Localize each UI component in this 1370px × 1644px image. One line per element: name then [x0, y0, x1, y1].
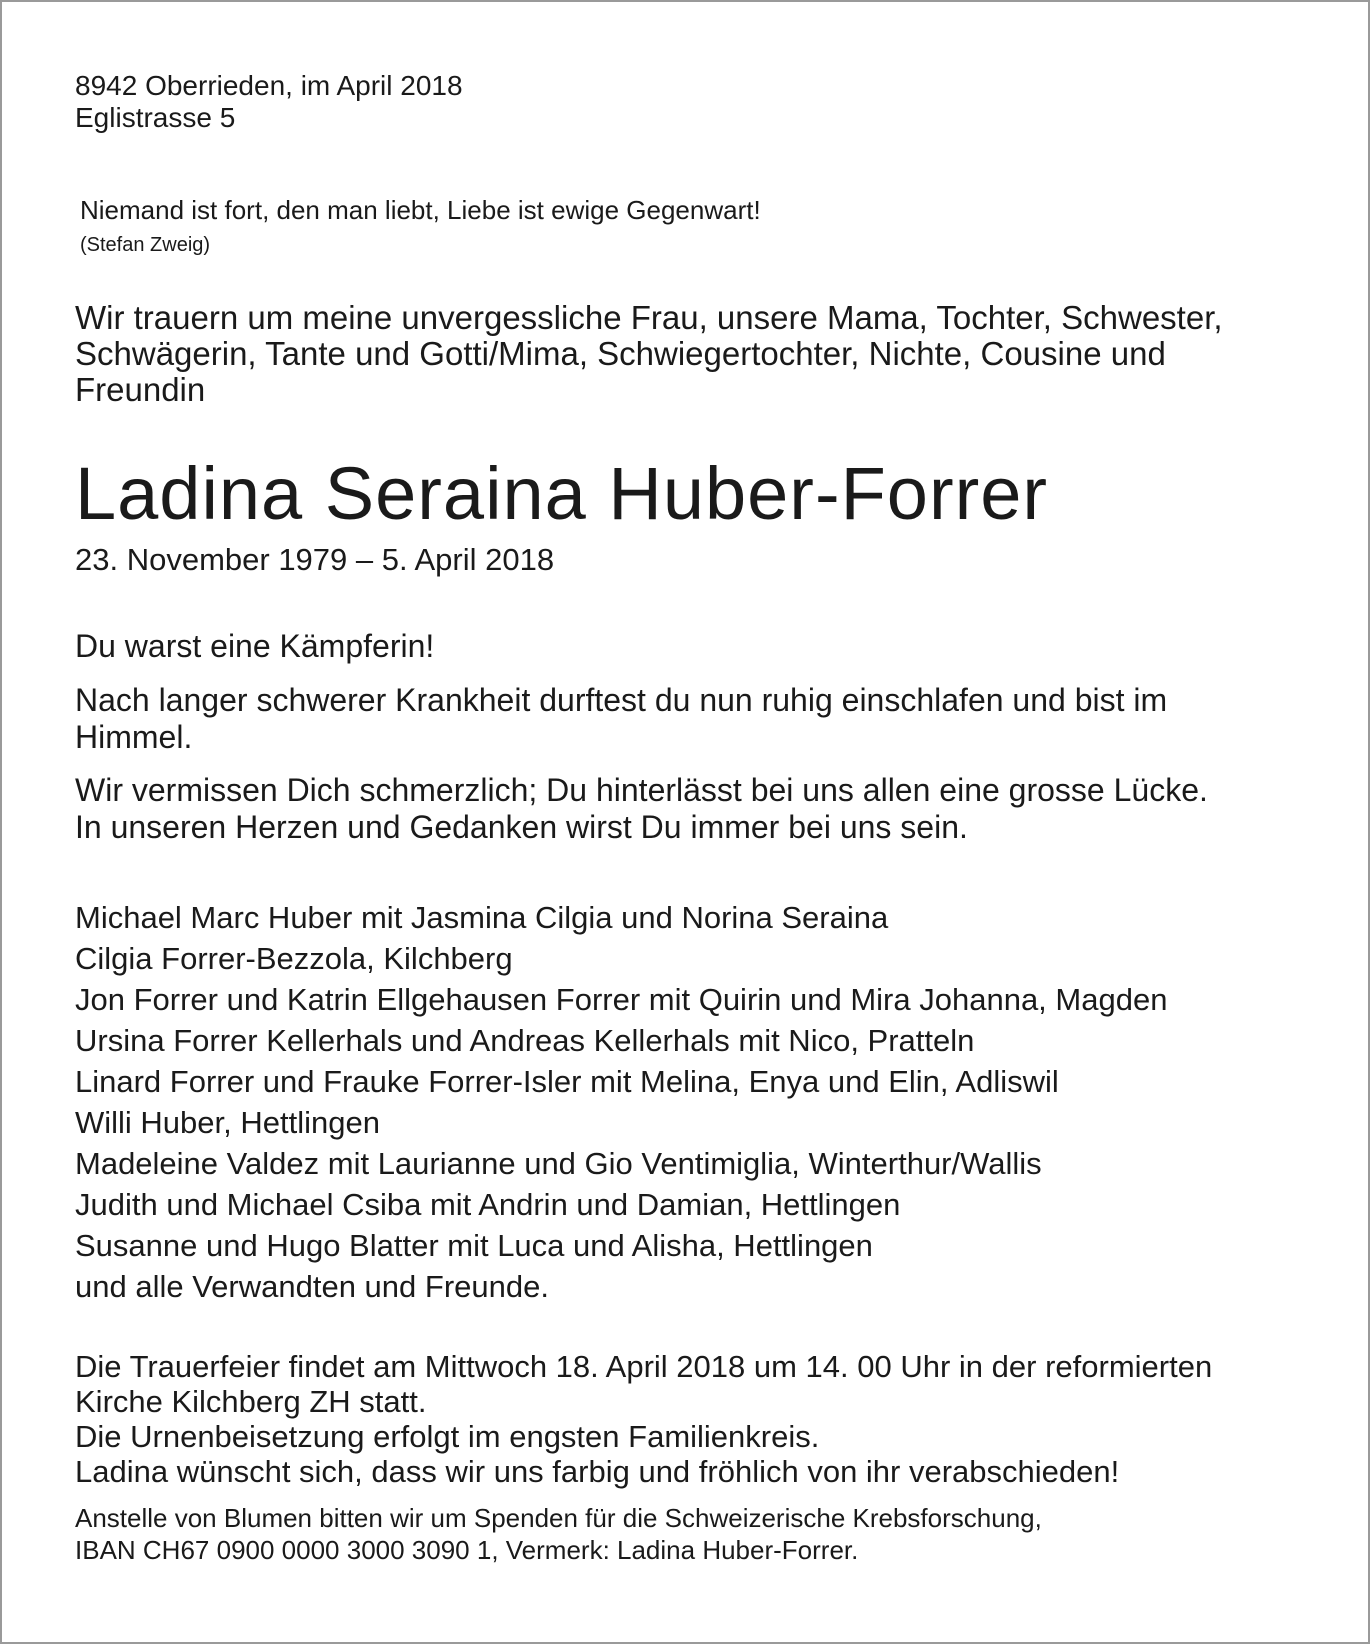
mourners-list — [75, 897, 1167, 1307]
mourner-line: Jon Forrer und Katrin Ellgehausen Forrer mit Quirin und Mira Johanna, Magden — [75, 982, 1168, 1017]
donation-line: IBAN CH67 0900 0000 3000 3090 1, Vermerk: Ladina Huber-Forrer. — [75, 1535, 859, 1565]
donation-info — [75, 1502, 1042, 1566]
message-line: Himmel. — [75, 719, 193, 755]
intro-line: Wir trauern um meine unvergessliche Frau, unsere Mama, Tochter, Schwester, — [75, 299, 1223, 336]
quote-author: (Stefan Zweig) — [80, 234, 211, 256]
service-line: Kirche Kilchberg ZH statt. — [75, 1384, 427, 1419]
sender-address — [75, 70, 463, 134]
mourner-line: Madeleine Valdez mit Laurianne und Gio Ventimiglia, Winterthur/Wallis — [75, 1146, 1042, 1181]
mourner-line: Judith und Michael Csiba mit Andrin und Damian, Hettlingen — [75, 1187, 901, 1222]
mourner-line: Linard Forrer und Frauke Forrer-Isler mit Melina, Enya und Elin, Adliswil — [75, 1064, 1059, 1099]
mourner-line: und alle Verwandten und Freunde. — [75, 1269, 549, 1304]
service-line: Die Trauerfeier findet am Mittwoch 18. April 2018 um 14. 00 Uhr in der reformierten — [75, 1349, 1213, 1384]
service-line: Die Urnenbeisetzung erfolgt im engsten Familienkreis. — [75, 1419, 820, 1454]
mourning-intro — [75, 300, 1223, 408]
intro-line: Schwägerin, Tante und Gotti/Mima, Schwiegertochter, Nichte, Cousine und — [75, 335, 1166, 372]
mourner-line: Michael Marc Huber mit Jasmina Cilgia und Norina Seraina — [75, 900, 889, 935]
message-line: Nach langer schwerer Krankheit durftest du nun ruhig einschlafen und bist im — [75, 682, 1168, 718]
message-line: In unseren Herzen und Gedanken wirst Du immer bei uns sein. — [75, 809, 968, 845]
deceased-name: Ladina Seraina Huber-Forrer — [75, 452, 1049, 535]
message-missing — [75, 772, 1208, 846]
mourner-line: Ursina Forrer Kellerhals und Andreas Kellerhals mit Nico, Pratteln — [75, 1023, 975, 1058]
address-street: Eglistrasse 5 — [75, 102, 236, 133]
intro-line: Freundin — [75, 371, 206, 408]
mourner-line: Susanne und Hugo Blatter mit Luca und Alisha, Hettlingen — [75, 1228, 873, 1263]
service-line: Ladina wünscht sich, dass wir uns farbig und fröhlich von ihr verabschieden! — [75, 1454, 1120, 1489]
address-city-date: 8942 Oberrieden, im April 2018 — [75, 70, 463, 101]
quote-text: Niemand ist fort, den man liebt, Liebe ist ewige Gegenwart! — [80, 195, 761, 225]
donation-line: Anstelle von Blumen bitten wir um Spenden für die Schweizerische Krebsforschung, — [75, 1503, 1042, 1533]
message-line: Wir vermissen Dich schmerzlich; Du hinterlässt bei uns allen eine grosse Lücke. — [75, 772, 1208, 808]
message-illness — [75, 682, 1167, 756]
mourner-line: Cilgia Forrer-Bezzola, Kilchberg — [75, 941, 513, 976]
funeral-service-info — [75, 1349, 1212, 1489]
message-fighter: Du warst eine Kämpferin! — [75, 628, 435, 664]
mourner-line: Willi Huber, Hettlingen — [75, 1105, 380, 1140]
life-dates: 23. November 1979 – 5. April 2018 — [75, 542, 555, 577]
